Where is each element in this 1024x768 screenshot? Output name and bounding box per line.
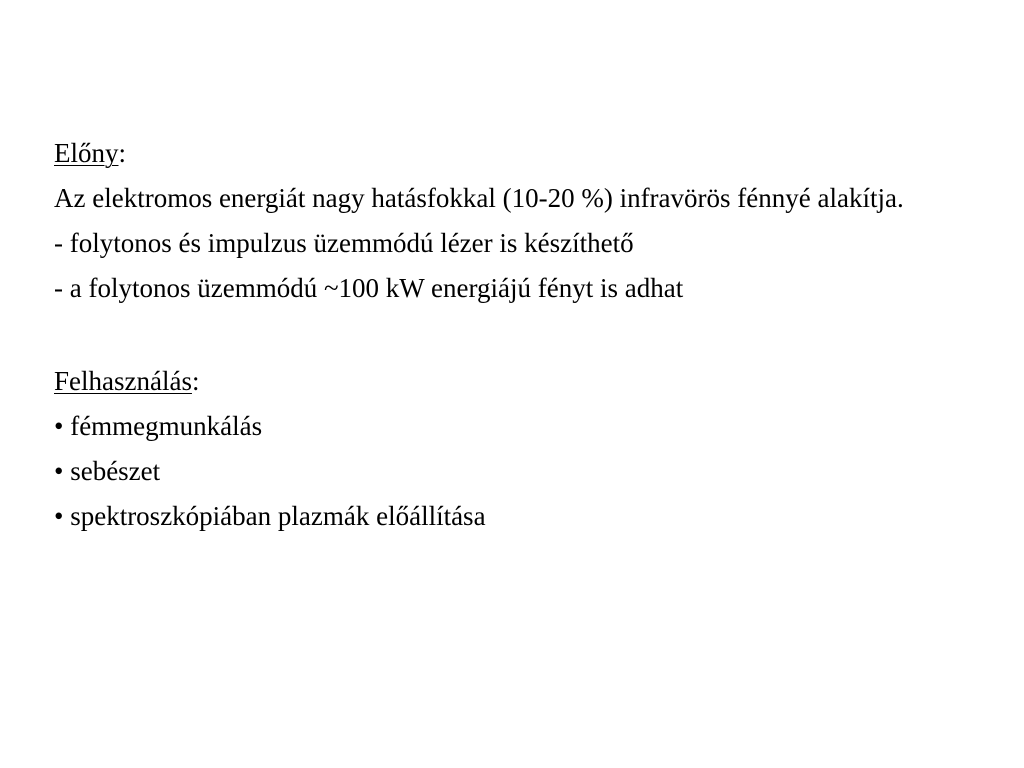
advantage-point-1: - folytonos és impulzus üzemmódú lézer is készíthető — [54, 228, 634, 258]
usage-item-2: • sebészet — [54, 456, 161, 486]
usage-heading — [54, 365, 954, 398]
usage-item-1: • fémmegmunkálás — [54, 411, 263, 441]
advantage-heading-colon: : — [118, 138, 127, 168]
usage-heading-colon: : — [191, 366, 200, 396]
advantage-point-2: - a folytonos üzemmódú ~100 kW energiájú fényt is adhat — [54, 273, 684, 303]
usage-heading-text: Felhasználás — [54, 366, 192, 396]
advantage-description: Az elektromos energiát nagy hatásfokkal (10-20 %) infravörös fénnyé alakítja. — [54, 183, 904, 213]
slide-content — [54, 137, 954, 533]
advantage-heading — [54, 137, 954, 170]
advantage-heading-text: Előny — [54, 138, 119, 168]
usage-item-3: • spektroszkópiában plazmák előállítása — [54, 501, 486, 531]
